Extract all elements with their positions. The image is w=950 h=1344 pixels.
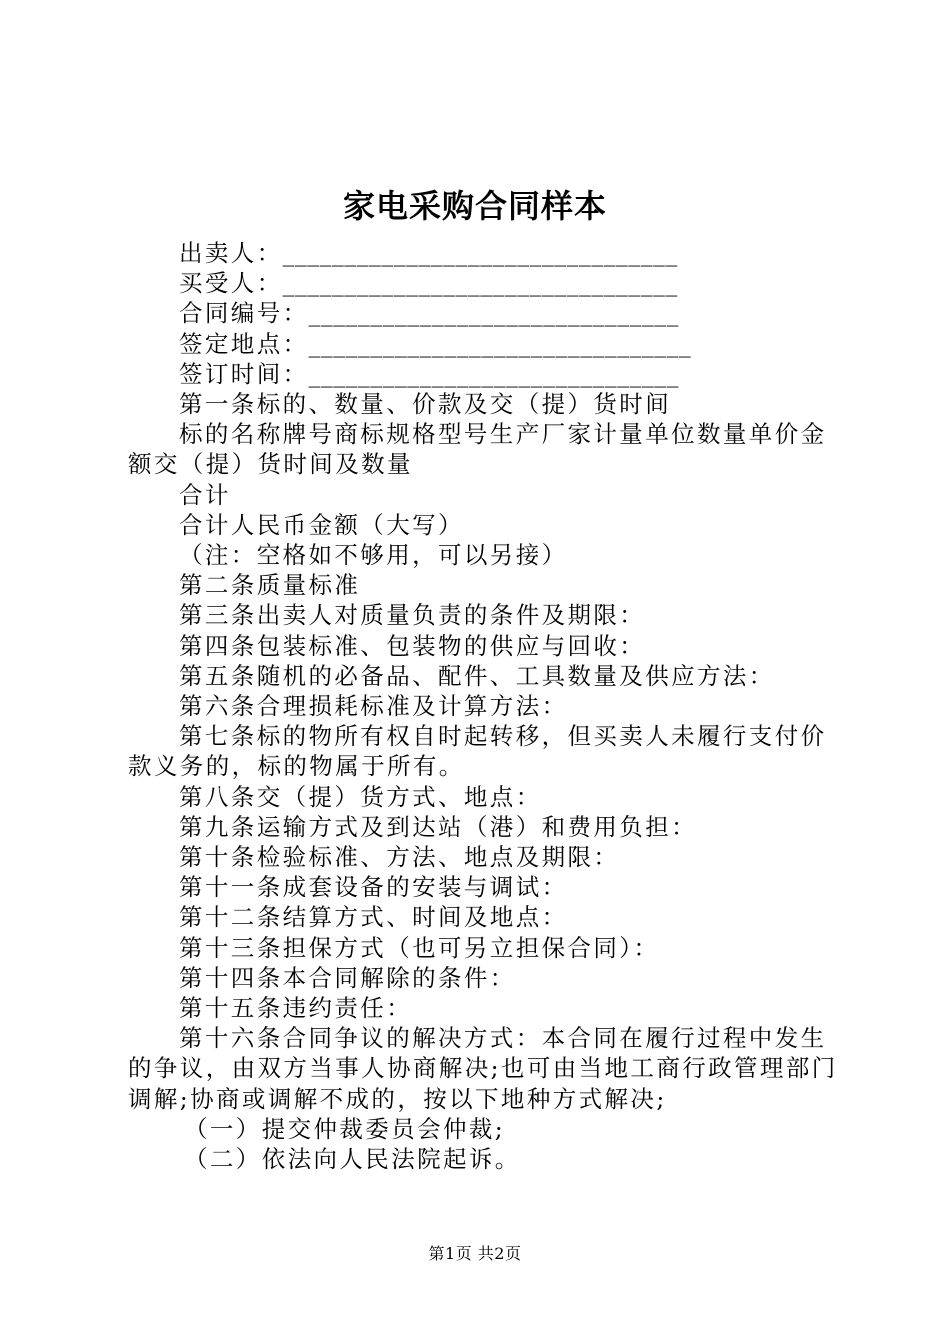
signing-time-field (128, 359, 840, 389)
table-header-text: 标的名称牌号商标规格型号生产厂家计量单位数量单价金额交（提）货时间及数量 (128, 420, 827, 479)
option-lawsuit: （二）依法向人民法院起诉。 (184, 1145, 521, 1174)
article-2: 第二条质量标准 (179, 571, 361, 600)
total-rmb-label: 合计人民币金额（大写） (179, 510, 464, 539)
contract-number-label: 合同编号： (179, 299, 309, 328)
article-4: 第四条包装标准、包装物的供应与回收： (179, 631, 646, 660)
signing-place-blank: _______________________________ (308, 329, 692, 358)
buyer-field (128, 268, 840, 298)
article-5: 第五条随机的必备品、配件、工具数量及供应方法： (179, 661, 775, 690)
article-13: 第十三条担保方式（也可另立担保合同）： (179, 933, 660, 962)
seller-field (128, 238, 840, 268)
article-7: 第七条标的物所有权自时起转移，但买卖人未履行支付价款义务的，标的物属于所有。 (128, 722, 827, 781)
page-number: 第1页 共2页 (428, 1244, 522, 1263)
seller-blank: ________________________________ (282, 239, 678, 267)
signing-place-label: 签定地点： (179, 329, 309, 358)
article-10: 第十条检验标准、方法、地点及期限： (179, 843, 620, 872)
article-16: 第十六条合同争议的解决方式：本合同在履行过程中发生的争议，由双方当事人协商解决;也可由当地工商行政管理部门调解;协商或调解不成的，按以下地种方式解决; (128, 1024, 838, 1113)
article-9: 第九条运输方式及到达站（港）和费用负担： (179, 812, 697, 841)
signing-place-field (128, 329, 840, 359)
total-label: 合计 (179, 480, 231, 509)
contract-number-blank: ______________________________ (308, 299, 679, 328)
article-3: 第三条出卖人对质量负责的条件及期限： (179, 601, 646, 630)
article-11: 第十一条成套设备的安装与调试： (179, 873, 568, 902)
contract-number-field (128, 298, 840, 328)
option-arbitration: （一）提交仲裁委员会仲裁; (184, 1114, 506, 1143)
article-8: 第八条交（提）货方式、地点： (179, 782, 542, 811)
article-12: 第十二条结算方式、时间及地点： (179, 903, 568, 932)
article-6: 第六条合理损耗标准及计算方法： (179, 692, 568, 721)
document-title: 家电采购合同样本 (342, 187, 607, 225)
article-15: 第十五条违约责任： (179, 994, 413, 1023)
document-body (128, 238, 840, 1174)
article-1: 第一条标的、数量、价款及交（提）货时间 (179, 390, 672, 419)
note-text: （注：空格如不够用，可以另接） (179, 541, 568, 570)
signing-time-label: 签订时间： (179, 359, 309, 388)
buyer-label: 买受人： (179, 269, 283, 298)
buyer-blank: ________________________________ (282, 269, 678, 298)
signing-time-blank: ______________________________ (308, 359, 679, 388)
seller-label: 出卖人： (179, 239, 283, 267)
article-14: 第十四条本合同解除的条件： (179, 963, 516, 992)
